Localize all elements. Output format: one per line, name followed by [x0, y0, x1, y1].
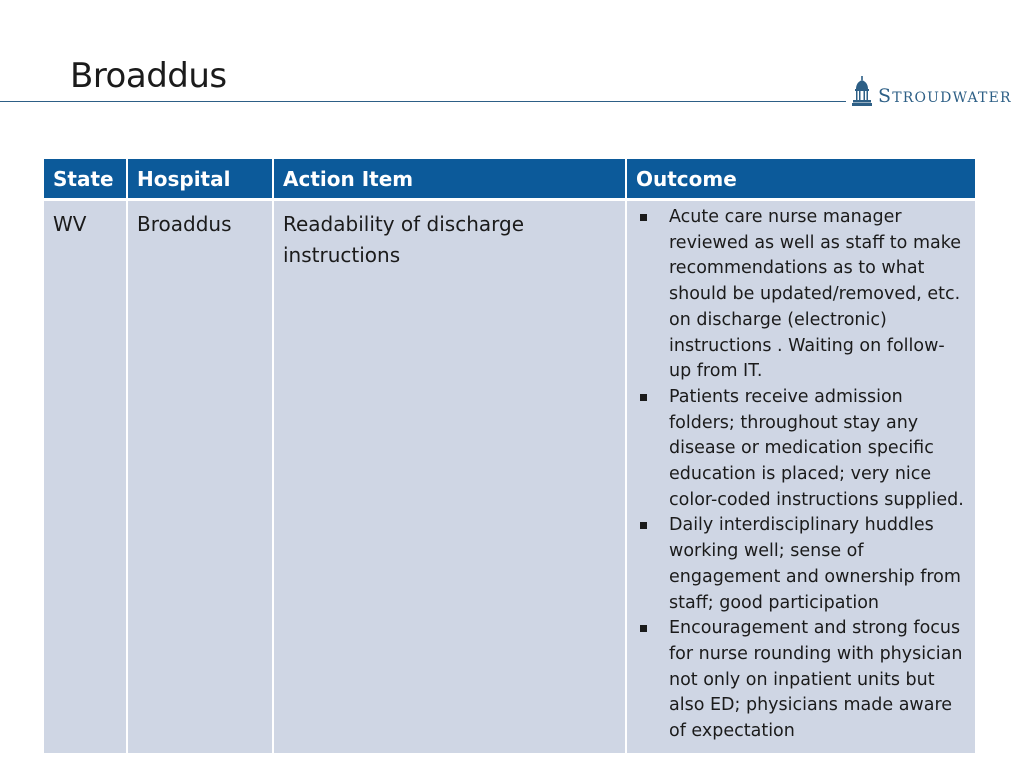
column-header-hospital: Hospital [128, 159, 274, 201]
outcome-item [636, 385, 966, 514]
title-divider [0, 101, 846, 102]
square-bullet-icon [640, 214, 647, 221]
logo-wordmark [878, 85, 1012, 108]
column-header-state: State [44, 159, 128, 201]
table-header-row [44, 159, 975, 201]
logo-initial: S [878, 85, 893, 107]
square-bullet-icon [640, 522, 647, 529]
table-row [44, 201, 975, 753]
square-bullet-icon [640, 394, 647, 401]
outcome-item [636, 513, 966, 616]
stroudwater-logo [852, 76, 1012, 108]
cell-action-item: Readability of discharge instructions [274, 201, 627, 753]
page-title: Broaddus [70, 56, 227, 96]
cell-state: WV [44, 201, 128, 753]
square-bullet-icon [640, 625, 647, 632]
outcome-text: Encouragement and strong focus for nurse rounding with physician not only on inpatient units but also ED; physicians made aware of expectation [669, 618, 963, 742]
outcome-list [636, 205, 966, 745]
capitol-dome-icon [852, 76, 872, 108]
cell-hospital: Broaddus [128, 201, 274, 753]
cell-outcome [627, 201, 975, 753]
logo-rest: TROUDWATER [892, 90, 1012, 106]
column-header-action-item: Action Item [274, 159, 627, 201]
outcome-text: Acute care nurse manager reviewed as well as staff to make recommendations as to what should be updated/removed, etc. on discharge (electronic) instructions . Waiting on follow-up from IT. [669, 207, 961, 382]
action-items-table [44, 159, 975, 753]
column-header-outcome: Outcome [627, 159, 975, 201]
outcome-item [636, 205, 966, 385]
outcome-text: Daily interdisciplinary huddles working well; sense of engagement and ownership from staff; good participation [669, 515, 961, 613]
outcome-text: Patients receive admission folders; throughout stay any disease or medication specific education is placed; very nice color-coded instructions supplied. [669, 386, 964, 510]
outcome-item [636, 616, 966, 745]
